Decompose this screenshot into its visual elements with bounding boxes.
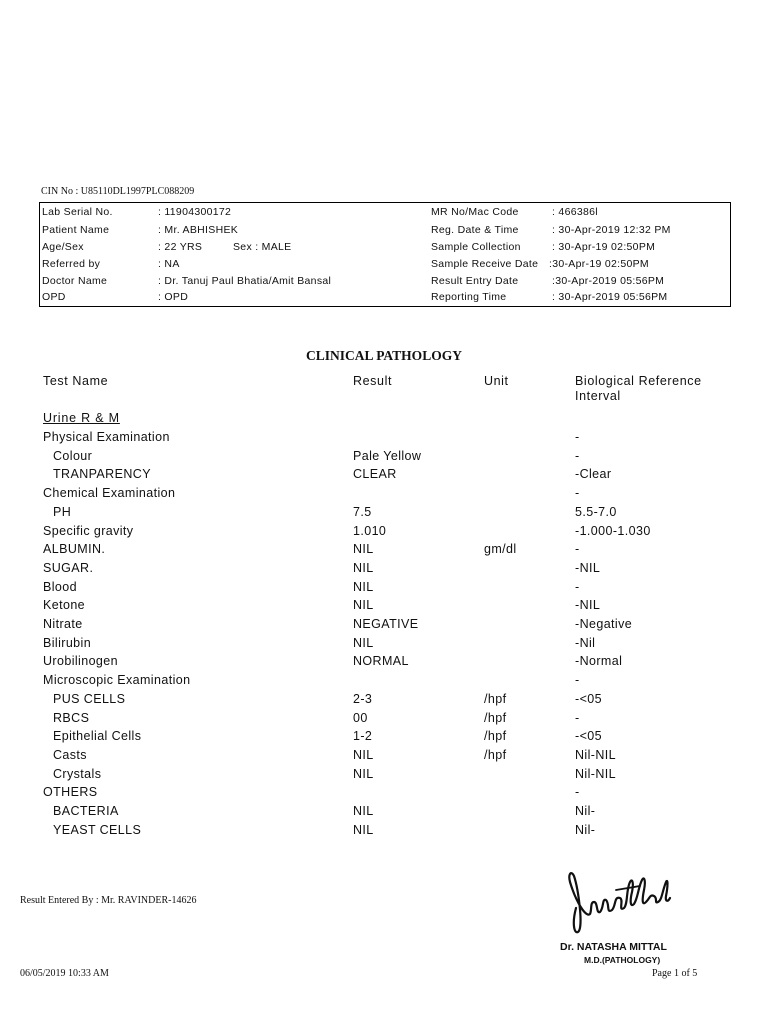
info-row: [40, 258, 730, 275]
result-row: [0, 542, 768, 561]
reference-interval: -NIL: [575, 560, 601, 575]
info-value: : 30-Apr-2019 05:56PM: [552, 291, 668, 303]
reference-interval: -Normal: [575, 654, 623, 669]
test-result: NEGATIVE: [353, 617, 419, 631]
info-value: : NA: [158, 258, 180, 270]
result-row: [0, 673, 768, 692]
result-row: [0, 486, 768, 505]
info-value: : 30-Apr-2019 12:32 PM: [552, 224, 671, 236]
result-row: [0, 711, 768, 730]
result-row: [0, 823, 768, 842]
test-name: PUS CELLS: [53, 691, 126, 706]
reference-interval: -NIL: [575, 598, 601, 613]
result-row: [0, 449, 768, 468]
result-row: [0, 692, 768, 711]
info-label: Sample Receive Date: [431, 258, 539, 270]
test-name: Ketone: [43, 598, 86, 613]
info-value: : 22 YRS: [158, 241, 203, 253]
result-row: [0, 430, 768, 449]
test-result: NIL: [353, 747, 374, 762]
info-value: :30-Apr-2019 05:56PM: [552, 275, 665, 287]
test-name: Crystals: [53, 766, 102, 781]
reference-interval: -<05: [575, 729, 602, 744]
header-test-name: Test Name: [43, 374, 109, 388]
test-result: 00: [353, 710, 368, 725]
test-group-title: Urine R & M: [43, 411, 120, 425]
test-result: NIL: [353, 560, 374, 575]
test-name: Casts: [53, 747, 87, 762]
reference-interval: -Clear: [575, 467, 612, 482]
result-row: [0, 524, 768, 543]
result-row: [0, 729, 768, 748]
test-name: Blood: [43, 579, 77, 594]
doctor-name: Dr. NATASHA MITTAL: [560, 941, 667, 953]
test-name: ALBUMIN.: [43, 542, 106, 557]
result-row: [0, 636, 768, 655]
result-row: [0, 654, 768, 673]
test-name: OTHERS: [43, 785, 98, 800]
info-row: [40, 275, 730, 292]
test-result: 2-3: [353, 691, 373, 706]
info-label: Reporting Time: [431, 291, 507, 303]
test-result: 7.5: [353, 504, 372, 519]
test-result: NIL: [353, 804, 374, 818]
info-value: : Mr. ABHISHEK: [158, 224, 239, 236]
test-name: Colour: [53, 448, 93, 463]
reference-interval: -Nil: [575, 635, 596, 650]
info-label: Doctor Name: [42, 275, 108, 287]
test-result: NIL: [353, 635, 374, 650]
test-result: CLEAR: [353, 467, 397, 482]
reference-interval: -: [575, 579, 580, 594]
test-name: Urobilinogen: [43, 654, 118, 669]
test-result: NIL: [353, 542, 374, 557]
test-unit: gm/dl: [484, 542, 517, 557]
doctor-signature: [562, 868, 674, 938]
test-unit: /hpf: [484, 691, 507, 706]
reference-interval: 5.5-7.0: [575, 504, 617, 519]
test-name: Epithelial Cells: [53, 729, 142, 744]
reference-interval: Nil-: [575, 822, 596, 837]
test-result: 1.010: [353, 523, 387, 538]
test-unit: /hpf: [484, 710, 507, 725]
cin-number: CIN No : U85110DL1997PLC088209: [41, 186, 195, 197]
test-name: Nitrate: [43, 617, 83, 631]
info-row: [40, 241, 730, 258]
test-result: 1-2: [353, 729, 373, 744]
info-row: [40, 291, 730, 308]
info-label: Result Entry Date: [431, 275, 519, 287]
test-unit: /hpf: [484, 729, 507, 744]
result-row: [0, 598, 768, 617]
reference-interval: -1.000-1.030: [575, 523, 651, 538]
reference-interval: Nil-NIL: [575, 766, 616, 781]
result-row: [0, 767, 768, 786]
info-label: Referred by: [42, 258, 101, 270]
test-name: YEAST CELLS: [53, 822, 142, 837]
test-name: BACTERIA: [53, 804, 119, 818]
info-label: OPD: [42, 291, 66, 303]
reference-interval: -: [575, 785, 580, 800]
info-label: Lab Serial No.: [42, 206, 113, 218]
result-entered-by: Result Entered By : Mr. RAVINDER-14626: [20, 895, 197, 906]
test-result: NIL: [353, 598, 374, 613]
info-value: : 11904300172: [158, 206, 232, 218]
info-label: Patient Name: [42, 224, 110, 236]
test-result: NORMAL: [353, 654, 409, 669]
info-label: Sample Collection: [431, 241, 521, 253]
header-reference-interval: Biological Reference Interval: [575, 374, 702, 403]
result-row: [0, 617, 768, 636]
reference-interval: -: [575, 430, 580, 444]
reference-interval: -: [575, 486, 580, 501]
doctor-degree: M.D.(PATHOLOGY): [584, 955, 661, 965]
result-row: [0, 785, 768, 804]
print-date: 06/05/2019 10:33 AM: [20, 968, 109, 979]
info-value: : 466386l: [552, 206, 598, 218]
result-row: [0, 467, 768, 486]
page-number: Page 1 of 5: [652, 968, 698, 979]
test-name: SUGAR.: [43, 560, 94, 575]
header-unit: Unit: [484, 374, 509, 388]
test-name: TRANPARENCY: [53, 467, 151, 482]
reference-interval: -Negative: [575, 617, 633, 631]
info-row: [40, 206, 730, 223]
reference-interval: -<05: [575, 691, 602, 706]
result-row: [0, 505, 768, 524]
reference-interval: Nil-NIL: [575, 747, 616, 762]
info-value: : 30-Apr-19 02:50PM: [552, 241, 656, 253]
info-value: :30-Apr-19 02:50PM: [549, 258, 649, 270]
reference-interval: Nil-: [575, 804, 596, 818]
header-result: Result: [353, 374, 393, 388]
info-value: : OPD: [158, 291, 189, 303]
info-row: [40, 224, 730, 241]
info-label: MR No/Mac Code: [431, 206, 519, 218]
test-unit: /hpf: [484, 747, 507, 762]
test-name: Specific gravity: [43, 523, 134, 538]
test-name: Microscopic Examination: [43, 673, 191, 688]
test-name: Chemical Examination: [43, 486, 176, 501]
reference-interval: -: [575, 542, 580, 557]
test-name: RBCS: [53, 710, 90, 725]
test-result: NIL: [353, 822, 374, 837]
result-row: [0, 748, 768, 767]
test-name: Physical Examination: [43, 430, 170, 444]
info-label: Reg. Date & Time: [431, 224, 519, 236]
test-name: PH: [53, 504, 72, 519]
reference-interval: -: [575, 448, 580, 463]
reference-interval: -: [575, 673, 580, 688]
reference-interval: -: [575, 710, 580, 725]
patient-info-box: [39, 202, 731, 307]
result-row: [0, 580, 768, 599]
info-label: Age/Sex: [42, 241, 84, 253]
result-row: [0, 804, 768, 823]
test-result: Pale Yellow: [353, 448, 422, 463]
test-result: NIL: [353, 579, 374, 594]
section-title: CLINICAL PATHOLOGY: [306, 348, 462, 363]
test-name: Bilirubin: [43, 635, 92, 650]
info-value: : Dr. Tanuj Paul Bhatia/Amit Bansal: [158, 275, 332, 287]
sex-value: Sex : MALE: [233, 241, 292, 253]
result-row: [0, 561, 768, 580]
test-result: NIL: [353, 766, 374, 781]
